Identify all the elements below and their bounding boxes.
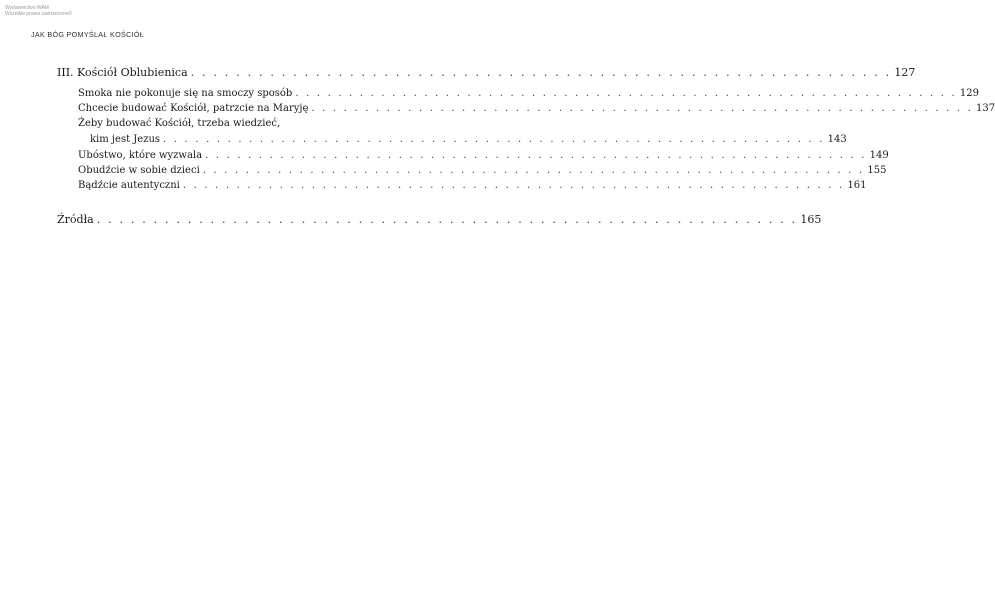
- toc-leader: . . . . . . . . . . . . . . . . . . . . . . . . . . . . . . . . . . . . . . . . . . . . . . . . . . . . . . . . . . . . . .: [190, 66, 892, 79]
- toc-entry-title: Obudźcie w sobie dzieci: [78, 165, 200, 176]
- toc-entry: [78, 103, 995, 114]
- toc-page-number: 149: [869, 150, 889, 161]
- running-head: JAK BÓG POMYŚLAŁ KOŚCIÓŁ: [31, 30, 145, 39]
- toc-leader: . . . . . . . . . . . . . . . . . . . . . . . . . . . . . . . . . . . . . . . . . . . . . . . . . . . . . . . . . . . . . .: [163, 134, 825, 145]
- toc-page-number: 143: [827, 134, 847, 145]
- toc-entry-title: III. Kościół Oblubienica: [57, 66, 188, 79]
- toc-entry-title: Chcecie budować Kościół, patrzcie na Maryję: [78, 103, 309, 114]
- toc-leader: . . . . . . . . . . . . . . . . . . . . . . . . . . . . . . . . . . . . . . . . . . . . . . . . . . . . . . . . . . . . . .: [182, 180, 845, 191]
- toc-entry-title-line2: kim jest Jezus: [90, 134, 161, 145]
- toc-entry: [78, 165, 887, 176]
- toc-entry-title: Źródła: [57, 213, 94, 226]
- toc-page-number: 165: [800, 213, 822, 226]
- toc-entry: [90, 134, 847, 145]
- toc-leader: . . . . . . . . . . . . . . . . . . . . . . . . . . . . . . . . . . . . . . . . . . . . . . . . . . . . . . . . . . . . . .: [295, 88, 957, 99]
- watermark-publisher: Wydawnictwo WAM: [5, 5, 49, 11]
- watermark: [5, 5, 72, 17]
- watermark-rights: Wszelkie prawa zastrzeżone©: [5, 11, 73, 17]
- toc-page-number: 155: [867, 165, 887, 176]
- toc-leader: . . . . . . . . . . . . . . . . . . . . . . . . . . . . . . . . . . . . . . . . . . . . . . . . . . . . . . . . . . . . . .: [202, 165, 865, 176]
- toc-page-number: 161: [847, 180, 867, 191]
- toc-page-number: 127: [894, 66, 916, 79]
- toc-leader: . . . . . . . . . . . . . . . . . . . . . . . . . . . . . . . . . . . . . . . . . . . . . . . . . . . . . . . . . . . . . .: [311, 103, 973, 114]
- toc-page-number: 129: [959, 88, 980, 99]
- toc-entry-sources: [57, 213, 822, 226]
- toc-leader: . . . . . . . . . . . . . . . . . . . . . . . . . . . . . . . . . . . . . . . . . . . . . . . . . . . . . . . . . . . . . .: [205, 150, 867, 161]
- toc-entry: [78, 150, 889, 161]
- toc-entry: [78, 180, 867, 191]
- toc-entry-part-3: [57, 66, 916, 79]
- toc-page-number: 137: [976, 103, 995, 114]
- toc-leader: . . . . . . . . . . . . . . . . . . . . . . . . . . . . . . . . . . . . . . . . . . . . . . . . . . . . . . . . . . . . . .: [96, 213, 798, 226]
- toc-entry-title: Smoka nie pokonuje się na smoczy sposób: [78, 88, 293, 99]
- toc-entry-title-line1: Żeby budować Kościół, trzeba wiedzieć,: [78, 118, 281, 129]
- toc-entry-title: Bądźcie autentyczni: [78, 180, 180, 191]
- toc-entry: [78, 88, 980, 99]
- toc-entry-title: Ubóstwo, które wyzwala: [78, 150, 203, 161]
